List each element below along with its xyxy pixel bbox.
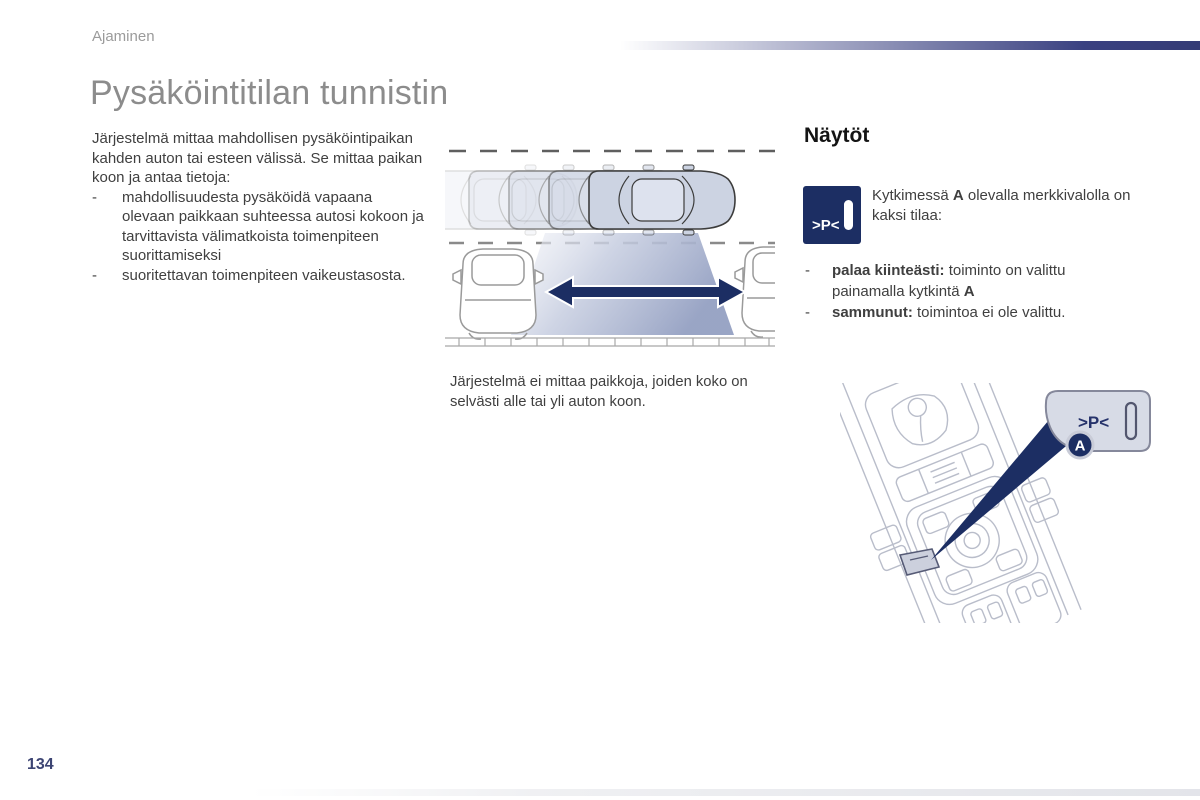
list-item: - palaa kiinteästi: toiminto on valittu painamalla kytkintä A [805, 260, 1100, 302]
measurement-zone [511, 233, 734, 335]
list-item: - suoritettavan toimenpiteen vaikeustasosta. [92, 266, 406, 284]
list-item-text: sammunut: toimintoa ei ole valittu. [832, 304, 1066, 321]
bottom-gradient-bar [250, 789, 1200, 796]
displays-list [805, 260, 1100, 323]
list-item-text: mahdollisuudesta pysäköidä vapaana olevaan paikkaan suhteessa autosi kokoon ja tarvittavista välimatkoista toimenpiteen suorittamiseksi [122, 188, 424, 264]
highlighted-switch [900, 549, 939, 575]
page-title: Pysäköintitilan tunnistin [90, 74, 449, 112]
intro-text [92, 129, 428, 285]
top-gradient-bar [620, 41, 1200, 50]
park-assist-switch-icon [803, 186, 861, 244]
parked-car-left [453, 249, 543, 339]
svg-text:A: A [1074, 437, 1086, 455]
page-number: 134 [27, 756, 54, 773]
list-item: - mahdollisuudesta pysäköidä vapaana olevaan paikkaan suhteessa autosi kokoon ja tarvittavista välimatkoista toimenpiteen suorittamiseksi [92, 188, 428, 266]
park-symbol: >P< [812, 217, 840, 234]
switch-callout [1046, 391, 1150, 451]
list-item-text: palaa kiinteästi: toiminto on valittu painamalla kytkintä A [832, 262, 1066, 300]
console-switch-location-figure [840, 383, 1160, 623]
list-item-text: suoritettavan toimenpiteen vaikeustasosta. [122, 266, 406, 284]
intro-paragraph: Järjestelmä mittaa mahdollisen pysäköintipaikan kahden auton tai esteen välissä. Se mittaa paikan koon ja antaa tietoja: [92, 130, 423, 186]
figure-caption: Järjestelmä ei mittaa paikkoja, joiden koko on selvästi alle tai yli auton koon. [450, 374, 748, 410]
indicator-lamp-bar [844, 200, 853, 230]
list-item: - sammunut: toimintoa ei ole valittu. [805, 304, 1066, 321]
moving-car [589, 165, 735, 235]
callout-label-A [1067, 432, 1093, 458]
callout-park-symbol: >P< [1078, 413, 1110, 432]
displays-heading: Näytöt [804, 124, 870, 147]
displays-intro: Kytkimessä A olevalla merkkivalolla on kaksi tilaa: [872, 187, 1131, 224]
curb-pattern [445, 338, 775, 346]
parking-space-measure-figure [445, 142, 775, 347]
chapter-header: Ajaminen [92, 28, 155, 45]
